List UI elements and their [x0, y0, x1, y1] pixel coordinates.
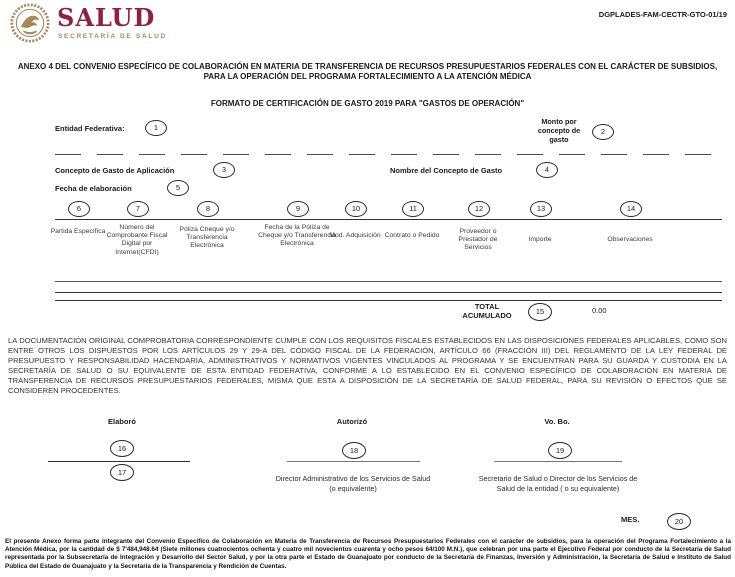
column-ref-7: 7	[127, 201, 149, 217]
column-ref-10: 10	[345, 201, 367, 217]
column-ref-9: 9	[287, 201, 309, 217]
vobo-label: Vo. Bo.	[544, 417, 570, 426]
autorizo-signature-line	[287, 461, 420, 462]
sig-ref-16: 16	[110, 440, 134, 457]
footer-paragraph: El presente Anexo forma parte integrante del Convenio Específico de Colaboración en Materia de Transferencia de Recursos Presupuestarios Federales con el carácter de subsidios, para la operación del Programa Fortalecimiento a la Atención Médica, por la cantidad de $ 7'484,948.64 (Siete millones cuatrocientos ochenta y cuatro mil novecientos cuarenta y ocho pesos 64/100 M.N.), que celebran por una parte el Ejecutivo Federal por conducto de la Secretaría de Salud representada por la Subsecretaría de Integración y Desarrollo del Sector Salud, y por la otra parte el Estado de Guanajuato por conducto de la Secretaría de Finanzas, Inversión y Administración, la Secretaría de Salud e Instituto de Salud Pública del Estado de Guanajuato y la Secretaría de la Transparencia y Rendición de Cuentas.	[5, 538, 731, 570]
mes-ref-20: 20	[667, 513, 691, 530]
table-row-line-1	[55, 281, 722, 282]
dashed-divider	[55, 154, 722, 155]
field-ref-1: 1	[145, 120, 167, 136]
sig-ref-17: 17	[110, 464, 134, 481]
field-ref-3: 3	[213, 162, 235, 178]
document-title: ANEXO 4 DEL CONVENIO ESPECÍFICO DE COLABORACIÓN EN MATERIA DE TRANSFERENCIA DE RECURSOS PRESUPUESTARIOS FEDERALES CON EL CARÁCTER DE SUBSIDIOS, PARA LA OPERACIÓN DEL PROGRAMA FORTALECIMIENTO A LA ATENCIÓN MÉDICA	[17, 62, 718, 81]
col-partida-especifica: Partida Específica	[50, 228, 106, 235]
format-title: FORMATO DE CERTIFICACIÓN DE GASTO 2019 PARA "GASTOS DE OPERACIÓN"	[210, 99, 525, 108]
field-ref-5: 5	[167, 180, 189, 196]
col-fecha-poliza: Fecha de la Póliza de Cheque y/o Transferencia Electrónica	[258, 224, 336, 248]
col-contrato-pedido: Contrato o Pedido	[384, 232, 440, 239]
field-ref-2: 2	[592, 124, 614, 140]
column-ref-8: 8	[197, 201, 219, 217]
col-importe: Importe	[528, 236, 552, 243]
total-ref-15: 15	[528, 303, 552, 321]
entidad-federativa-label: Entidad Federativa:	[55, 124, 125, 133]
column-ref-12: 12	[468, 201, 490, 217]
col-proveedor: Proveedor o Prestador de Servicios	[458, 228, 498, 252]
col-poliza-cheque: Póliza Cheque y/o Transferencia Electrónica	[179, 226, 235, 250]
column-ref-6: 6	[68, 201, 90, 217]
fecha-elaboracion-label: Fecha de elaboración	[55, 184, 132, 193]
monto-concepto-gasto-label: Monto por concepto de gasto	[537, 117, 581, 144]
autorizo-subtitle: Director Administrativo de los Servicios de Salud (o equivalente)	[275, 474, 431, 493]
column-ref-11: 11	[402, 201, 424, 217]
elaboro-signature-line	[48, 461, 190, 462]
nombre-concepto-label: Nombre del Concepto de Gasto	[390, 166, 503, 175]
column-ref-14: 14	[620, 201, 642, 217]
vobo-subtitle: Secretario de Salud o Director de los Servicios de Salud de la entidad ( o su equivalente)	[478, 474, 638, 493]
brand-subtitle: SECRETARÍA DE SALUD	[58, 33, 167, 40]
sig-ref-19: 19	[548, 442, 572, 459]
table-row-line-2	[55, 292, 722, 293]
table-total-line	[55, 300, 722, 301]
column-ref-13: 13	[530, 201, 552, 217]
table-header-topline	[55, 219, 722, 220]
certification-paragraph: LA DOCUMENTACIÓN ORIGINAL COMPROBATORIA CORRESPONDIENTE CUMPLE CON LOS REQUISITOS FISCALES ESTABLECIDOS EN LAS DISPOSICIONES FEDERALES APLICABLES, COMO SON ENTRE OTROS LOS DISPUESTOS POR LOS ARTÍCULOS 29 Y 29-A DEL CÓDIGO FISCAL DE LA FEDERACIÓN, ARTÍCULO 66 (FRACCIÓN III) DEL REGLAMENTO DE LA LEY FEDERAL DE PRESUPUESTO Y RESPONSABILIDAD HACENDARIA, ADMINISTRATIVOS Y NORMATIVOS VIGENTES VINCULADOS AL PROGRAMA Y SE ENCUENTRAN PARA SU GUARDA Y CUSTODIA EN LA SECRETARÍA DE SALUD O SU EQUIVALENTE DE ESTA ENTIDAD FEDERATIVA, CONFORME A LO ESTABLECIDO EN EL CONVENIO ESPECÍFICO DE COLABORACIÓN EN MATERIA DE TRANSFERENCIA DE RECURSOS PRESUPUESTARIOS FEDERALES, MISMA QUE ESTA A DISPOSICIÓN DE LA SECRETARÍA DE SALUD FEDERAL, PARA SU REVISIÓN O EFECTOS QUE SE CONSIDEREN PROCEDENTES.	[8, 336, 727, 395]
total-acumulado-value: 0.00	[592, 306, 607, 315]
document-code: DGPLADES-FAM-CECTR-GTO-01/19	[598, 10, 727, 19]
field-ref-4: 4	[536, 162, 558, 178]
elaboro-label: Elaboró	[108, 417, 136, 426]
autorizo-label: Autorizó	[336, 417, 368, 426]
col-numero-cfdi: Número del Comprobante Fiscal Digital por Internet(CFDI)	[106, 224, 168, 256]
mexican-eagle-seal-icon	[8, 30, 52, 47]
concepto-gasto-label: Concepto de Gasto de Aplicación	[55, 166, 175, 175]
col-mod-adquisicion: Mod. Adquisición	[329, 232, 381, 239]
total-acumulado-label: TOTAL ACUMULADO	[462, 302, 512, 320]
salud-logo	[8, 3, 54, 43]
sig-ref-18: 18	[342, 442, 366, 459]
col-observaciones: Observaciones	[607, 236, 653, 243]
mes-label: MES.	[621, 515, 640, 524]
brand-name: SALUD	[57, 3, 156, 32]
vobo-signature-line	[494, 461, 622, 462]
